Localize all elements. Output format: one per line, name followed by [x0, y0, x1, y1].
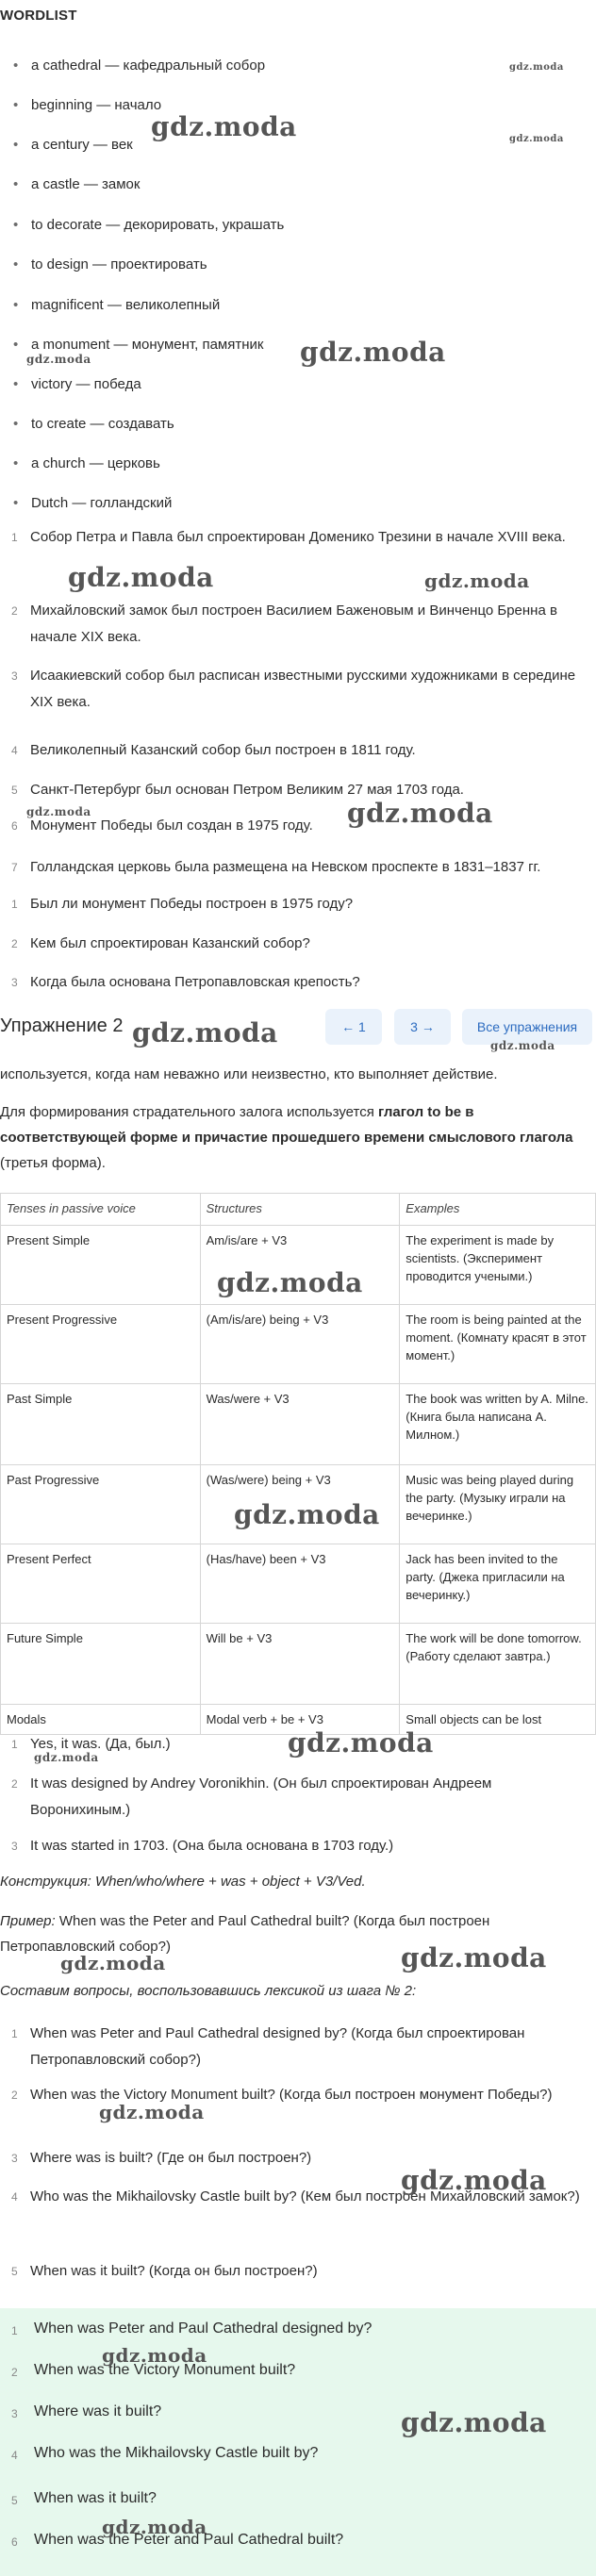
list-item: 7 Голландская церковь была размещена на Невском проспекте в 1831–1837 гг. — [11, 859, 541, 875]
list-item: 5 When was it built? (Когда он был построен?) — [11, 2263, 318, 2279]
list-item: 5 When was it built? — [11, 2490, 157, 2507]
table-row: Past Simple Was/were + V3 The book was written by A. Milne. (Книга была написана А. Милном.) — [1, 1384, 596, 1465]
list-item: 2 When was the Victory Monument built? — [11, 2362, 296, 2379]
prev-exercise-button[interactable]: ← 1 — [325, 1009, 382, 1045]
list-item: 4 Великолепный Казанский собор был построен в 1811 году. — [11, 742, 416, 758]
list-item: 1 Был ли монумент Победы построен в 1975 году? — [11, 896, 354, 912]
example-text: Пример: When was the Peter and Paul Cathedral built? (Когда был построен Петропавловский собор?) — [0, 1913, 490, 1955]
watermark: gdz.moda — [68, 562, 214, 593]
watermark: gdz.moda — [509, 62, 564, 73]
watermark: gdz.moda — [490, 1039, 555, 1052]
list-item: 6 Монумент Победы был создан в 1975 году. — [11, 817, 313, 834]
list-item: 1 Yes, it was. (Да, был.) — [11, 1736, 171, 1752]
word-entry: a century — век — [31, 137, 133, 153]
list-item: 3 Исаакиевский собор был расписан известными русскими художниками в середине XIX века. — [11, 668, 576, 710]
list-item: 4 Who was the Mikhailovsky Castle built by? (Кем был построен Михайловский замок?) — [11, 2188, 580, 2204]
list-item — [13, 96, 161, 115]
list-item: 2 It was designed by Andrey Voronikhin. (Он был спроектирован Андреем Воронихиным.) — [11, 1775, 492, 1818]
list-item — [13, 375, 141, 394]
watermark: gdz.moda — [401, 1942, 547, 1973]
list-item: 6 When was the Peter and Paul Cathedral built? — [11, 2532, 344, 2549]
list-item — [13, 136, 133, 155]
table-row: Past Progressive (Was/were) being + V3 Music was being played during the party. (Музыку играли на вечеринке.) — [1, 1465, 596, 1544]
word-entry: victory — победа — [31, 376, 141, 392]
watermark: gdz.moda — [102, 2516, 207, 2538]
construction-text: Конструкция: When/who/where + was + object + V3/Ved. — [0, 1874, 366, 1890]
word-entry: to decorate — декорировать, украшать — [31, 217, 285, 233]
watermark: gdz.moda — [300, 337, 446, 368]
table-row: Future Simple Will be + V3 The work will be done tomorrow. (Работу сделают завтра.) — [1, 1624, 596, 1705]
list-item: 5 Санкт-Петербург был основан Петром Великим 27 мая 1703 года. — [11, 782, 464, 798]
watermark: gdz.moda — [288, 1727, 434, 1759]
word-entry: a castle — замок — [31, 176, 141, 192]
watermark: gdz.moda — [401, 2407, 547, 2438]
watermark: gdz.moda — [234, 1499, 380, 1530]
watermark: gdz.moda — [132, 1017, 278, 1049]
watermark: gdz.moda — [424, 570, 530, 592]
table-header: Tenses in passive voice — [1, 1194, 201, 1226]
table-row: Present Simple Am/is/are + V3 The experiment is made by scientists. (Эксперимент проводится учеными.) — [1, 1226, 596, 1305]
list-item: 3 Where was is built? (Где он был построен?) — [11, 2150, 312, 2166]
all-exercises-button[interactable]: Все упражнения — [462, 1009, 592, 1045]
list-item — [13, 494, 172, 513]
list-item: 4 Who was the Mikhailovsky Castle built by? — [11, 2445, 319, 2462]
word-entry: to design — проектировать — [31, 256, 207, 272]
exercise-title: Упражнение 2 — [0, 1016, 124, 1036]
word-entry: beginning — начало — [31, 97, 162, 113]
watermark: gdz.moda — [60, 1952, 166, 1974]
list-item — [13, 454, 160, 473]
table-row: Present Perfect (Has/have) been + V3 Jack has been invited to the party. (Джека пригласили на вечеринку.) — [1, 1544, 596, 1624]
table-header: Structures — [200, 1194, 400, 1226]
table-header: Examples — [400, 1194, 596, 1226]
word-entry: a cathedral — кафедральный собор — [31, 58, 266, 74]
word-entry: Dutch — голландский — [31, 495, 173, 511]
word-entry: to create — создавать — [31, 416, 174, 432]
list-item — [13, 256, 207, 274]
watermark: gdz.moda — [26, 353, 91, 366]
list-item: 2 When was the Victory Monument built? (Когда был построен монумент Победы?) — [11, 2087, 553, 2103]
watermark: gdz.moda — [217, 1267, 363, 1298]
list-item — [13, 336, 263, 355]
watermark: gdz.moda — [509, 134, 564, 144]
watermark: gdz.moda — [26, 805, 91, 818]
list-item: 3 It was started in 1703. (Она была основана в 1703 году.) — [11, 1838, 394, 1854]
list-item: 2 Кем был спроектирован Казанский собор? — [11, 935, 310, 951]
watermark: gdz.moda — [151, 111, 297, 142]
list-item — [13, 296, 220, 315]
table-row: Modals Modal verb + be + V3 Small objects can be lost — [1, 1705, 596, 1735]
list-item: 1 When was Peter and Paul Cathedral designed by? (Когда был спроектирован Петропавловский собор?) — [11, 2025, 525, 2068]
list-item: 3 Когда была основана Петропавловская крепость? — [11, 974, 360, 990]
list-item — [13, 175, 140, 194]
list-item: 3 Where was it built? — [11, 2403, 162, 2420]
word-entry: a church — церковь — [31, 455, 160, 471]
watermark: gdz.moda — [102, 2344, 207, 2367]
list-item — [13, 216, 284, 235]
wordlist-title: WORDLIST — [0, 8, 77, 24]
watermark: gdz.moda — [34, 1751, 99, 1764]
list-item: 1 Собор Петра и Павла был спроектирован Доменико Трезини в начале XVIII века. — [11, 529, 566, 545]
list-item — [13, 57, 265, 75]
word-entry: magnificent — великолепный — [31, 297, 221, 313]
watermark: gdz.moda — [401, 2165, 547, 2196]
watermark: gdz.moda — [99, 2101, 205, 2123]
grammar-intro: используется, когда нам неважно или неизвестно, кто выполняет действие. — [0, 1066, 498, 1082]
word-entry: a monument — монумент, памятник — [31, 337, 264, 353]
watermark: gdz.moda — [347, 798, 493, 829]
list-item: 2 Михайловский замок был построен Василием Баженовым и Винченцо Бренна в начале XIX века. — [11, 603, 557, 645]
next-exercise-button[interactable]: 3 → — [394, 1009, 451, 1045]
list-item: 1 When was Peter and Paul Cathedral designed by? — [11, 2320, 372, 2337]
list-item — [13, 415, 174, 434]
table-row: Present Progressive (Am/is/are) being + V3 The room is being painted at the moment. (Комнату красят в этот момент.) — [1, 1305, 596, 1384]
grammar-rule: Для формирования страдательного залога используется глагол to be в соответствующей форме и причастие прошедшего времени смыслового глагола (третья форма). — [0, 1104, 573, 1171]
task-text: Составим вопросы, воспользовавшись лексикой из шага № 2: — [0, 1983, 417, 1999]
